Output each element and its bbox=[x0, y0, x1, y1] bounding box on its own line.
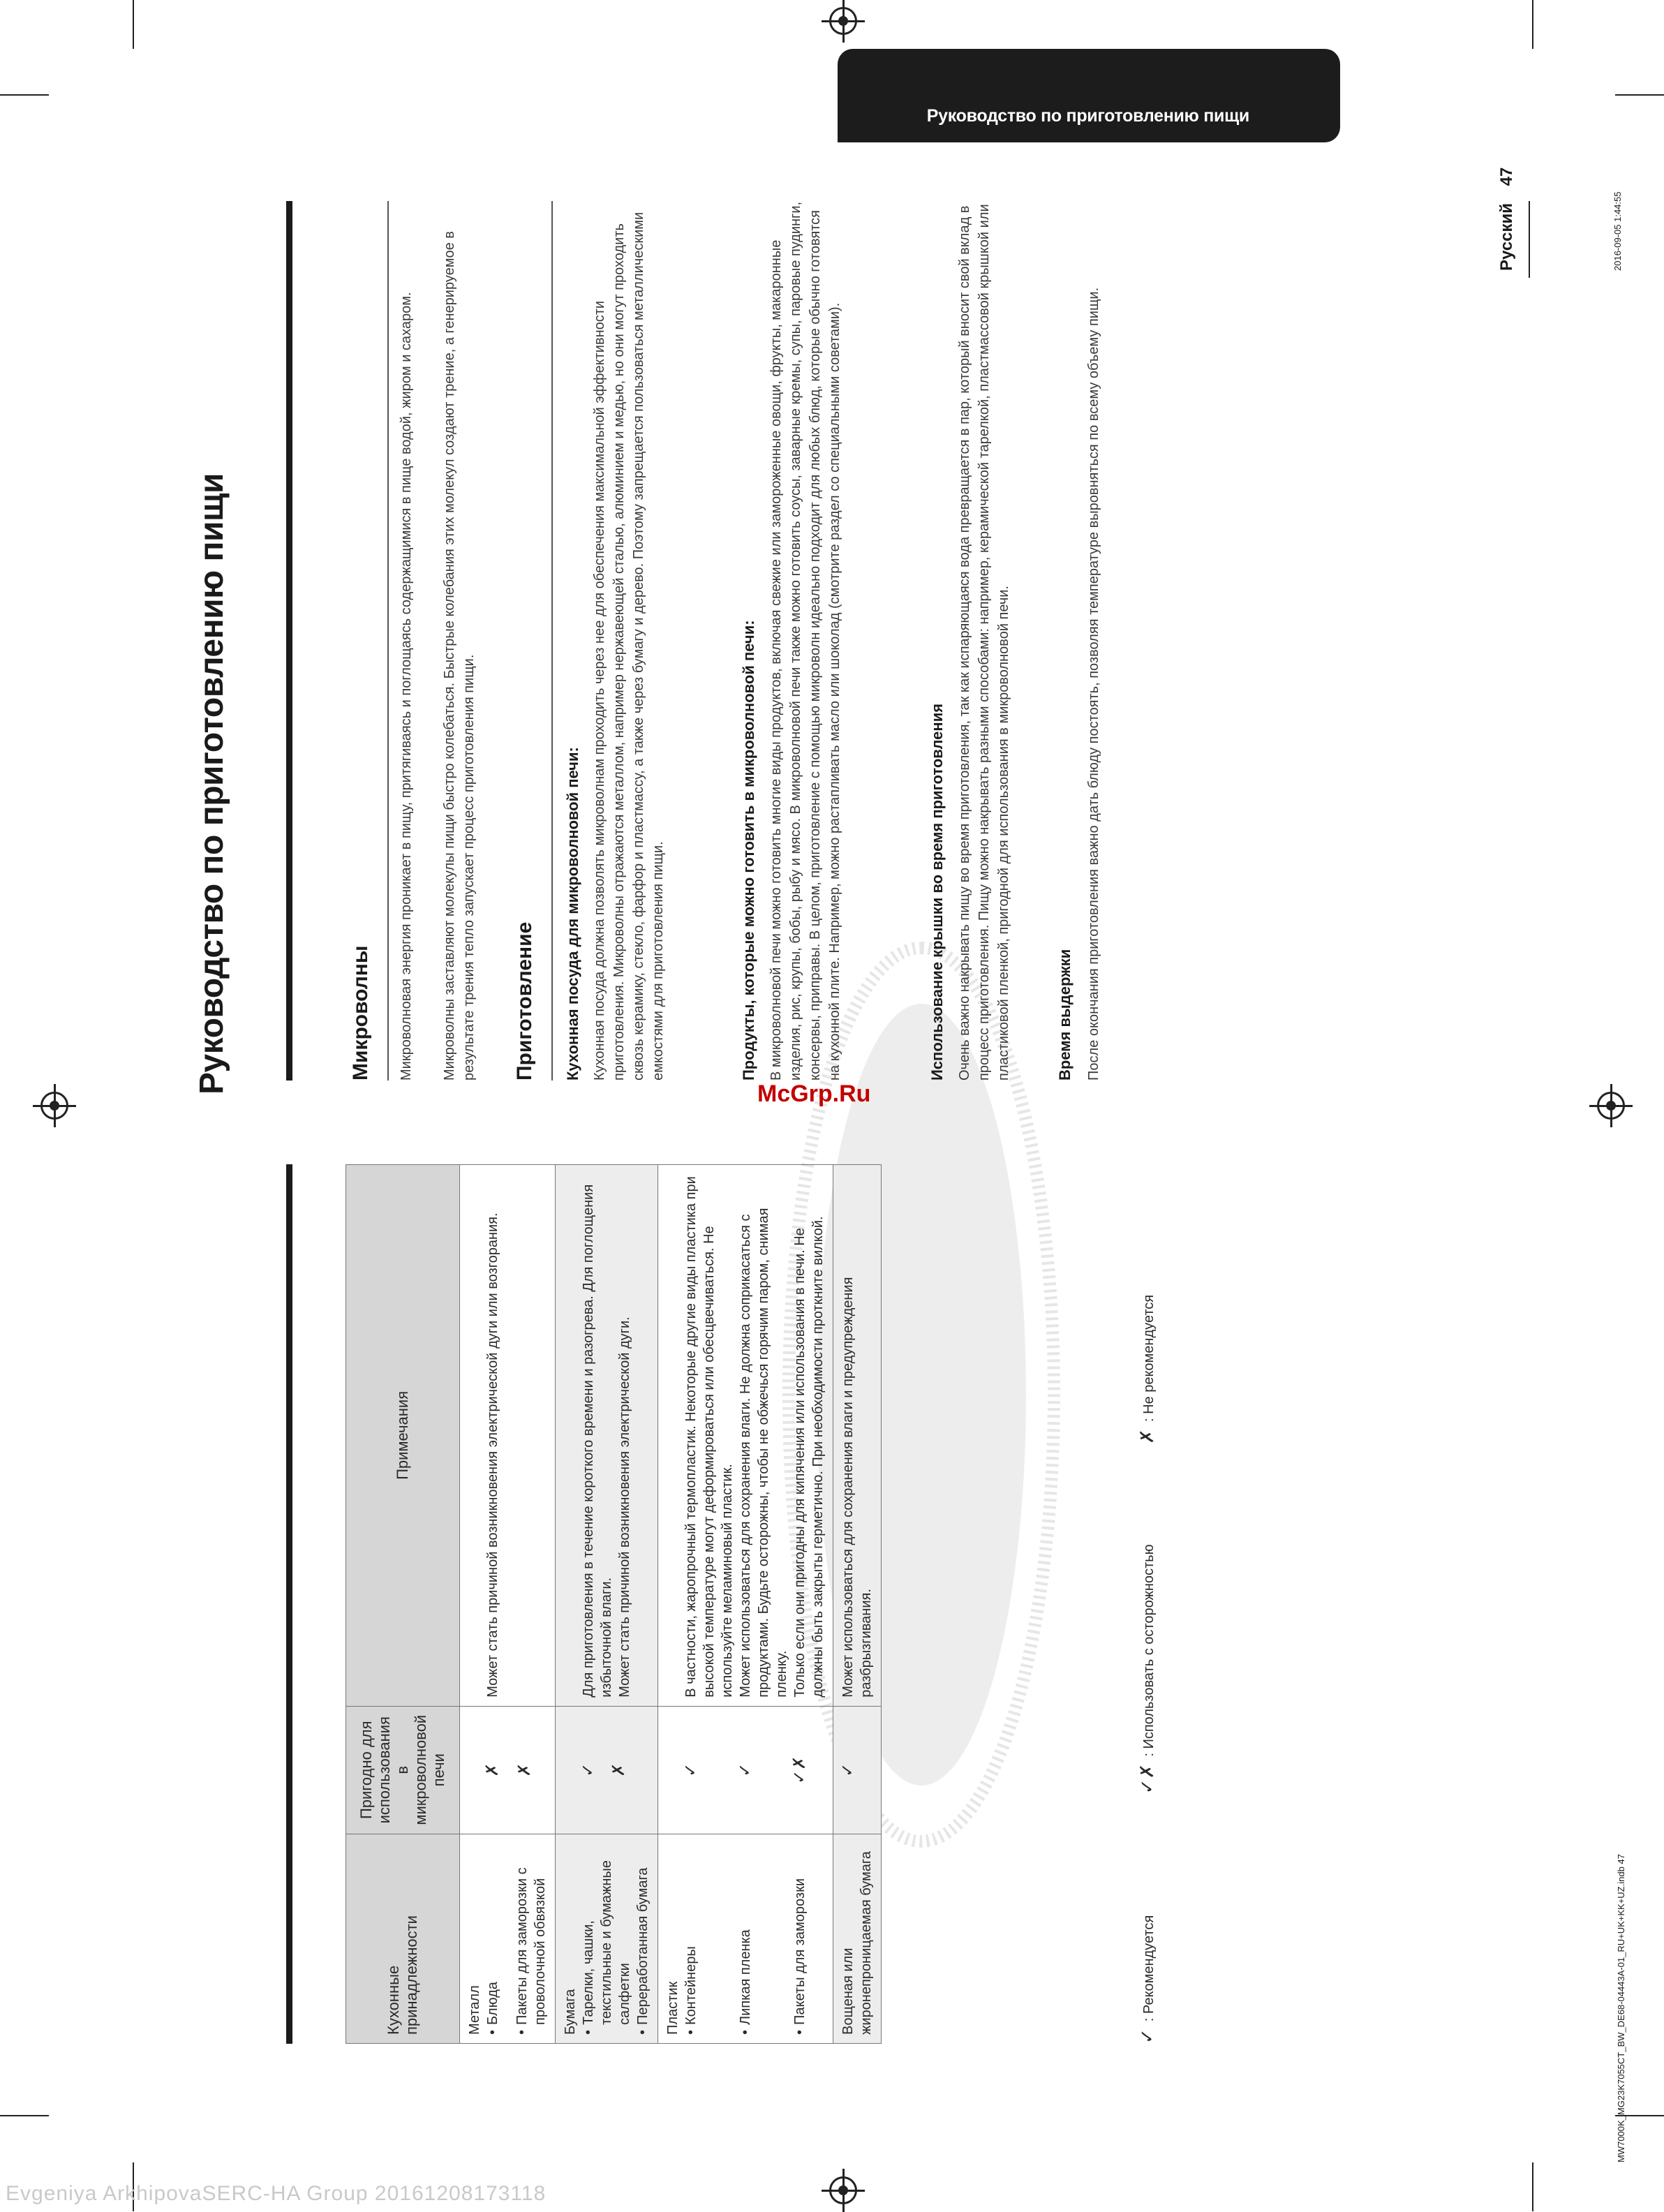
item-label: • Контейнеры bbox=[682, 1843, 700, 2035]
table-row bbox=[833, 1165, 882, 2044]
not-recommended-label: : Не рекомендуется bbox=[1141, 1294, 1157, 1423]
caution-label: : Использовать с осторожностью bbox=[1141, 1544, 1157, 1757]
section-title-cooking: Приготовление bbox=[513, 921, 536, 1081]
header-notes: Примечания bbox=[346, 1165, 460, 1707]
page-number-rule bbox=[1529, 201, 1530, 278]
suitability-mark: ✓ bbox=[681, 1762, 700, 1777]
category-label: Бумага bbox=[563, 1989, 578, 2035]
suitability-mark: ✓✗ bbox=[790, 1756, 809, 1784]
header-item: Кухонные принадлежности bbox=[346, 1834, 460, 2043]
item-label: • Пакеты для заморозки bbox=[791, 1843, 809, 2035]
item-label: • Пакеты для заморозки с проволочной обвязкой bbox=[513, 1843, 549, 2035]
not-recommended-mark: ✗ bbox=[1136, 1429, 1157, 1444]
section-rule bbox=[551, 201, 553, 1081]
title-rule bbox=[286, 201, 292, 1081]
site-logo: McGrp.Ru bbox=[757, 1081, 871, 1107]
page-language: Русский bbox=[1497, 203, 1516, 271]
page-number bbox=[1497, 168, 1517, 271]
suitability-mark: ✗ bbox=[515, 1762, 534, 1777]
note-text: Для приготовления в течение короткого времени и разогрева. Для поглощения избыточной влаги. bbox=[581, 1184, 614, 1698]
note-text: Может стать причиной возникновения электрической дуги. bbox=[617, 1316, 632, 1698]
header-suitable: Пригодно для использования в микроволновой печи bbox=[346, 1706, 460, 1834]
suitability-mark: ✗ bbox=[609, 1762, 628, 1777]
item-label: • Липкая пленка bbox=[736, 1843, 755, 2035]
paragraph-microwaves-2: Микроволны заставляют молекулы пищи быстро колебаться. Быстрые колебания этих молекул создают трение, а генерируемое в результате трения тепло запускает процесс приготовления пищи. bbox=[442, 231, 477, 1081]
recommended-mark: ✓ bbox=[1136, 2028, 1157, 2044]
cookware-table bbox=[346, 1164, 882, 2044]
recommended-label: : Рекомендуется bbox=[1141, 1915, 1157, 2022]
table-row bbox=[658, 1165, 833, 2044]
suitability-mark: ✓ bbox=[579, 1762, 597, 1777]
category-label: Металл bbox=[467, 1985, 482, 2035]
paragraph-foods: В микроволновой печи можно готовить многие виды продуктов, включая свежие или замороженные овощи, фрукты, макаронные изделия, рис, крупы, бобы, рыбу и мясо. В микроволновой печи также можно готовить соусы, заварные кремы, супы, паровые пудинги, консервы, приправы. В целом, приготовление с помощью микроволн идеально подходит для любых блюд, которые обычно готовятся на кухонной плите. Например, можно растапливать масло или шоколад (смотрите раздел со специальными советами). bbox=[768, 201, 842, 1081]
header-tab-label: Руководство по приготовлению пищи bbox=[926, 106, 1249, 126]
item-label: • Блюда bbox=[484, 1843, 502, 2035]
table-row bbox=[556, 1165, 658, 2044]
subhead-foods: Продукты, которые можно готовить в микроволновой печи: bbox=[740, 620, 757, 1081]
page-title: Руководство по приготовлению пищи bbox=[193, 473, 230, 1094]
note-text: Может использоваться для сохранения влаги и предупреждения разбрызгивания. bbox=[840, 1277, 874, 1698]
section-rule bbox=[387, 201, 389, 1081]
table-row bbox=[460, 1165, 556, 2044]
page-number-value: 47 bbox=[1497, 167, 1516, 186]
subhead-standing-time: Время выдержки bbox=[1056, 949, 1074, 1081]
print-file-info: MW7000K_MG23K7055CT_BW_DE68-04443A-01_RU+UK+KK+UZ.indb 47 bbox=[1616, 1854, 1626, 2162]
paragraph-standing-time: После окончания приготовления важно дать блюду постоять, позволяя температуре выровняться по всему объему пищи. bbox=[1086, 287, 1101, 1081]
item-label: • Переработанная бумага bbox=[634, 1843, 652, 2035]
subhead-cookware: Кухонная посуда для микроволновой печи: bbox=[564, 747, 581, 1081]
table-legend bbox=[1136, 1282, 1158, 2044]
paragraph-lid: Очень важно накрывать пищу во время приготовления, так как испаряющаяся вода превращается в пар, который вносит свой вклад в процесс приготовления. Пищу можно накрывать разными способами: например, керамической тарелкой, пластмассовой крышкой или пластиковой пленкой, пригодной для использования в микроволновой печи. bbox=[957, 204, 1011, 1081]
section-title-microwaves: Микроволны bbox=[349, 945, 372, 1081]
suitability-mark: ✗ bbox=[483, 1762, 502, 1777]
suitability-mark: ✓ bbox=[736, 1762, 755, 1777]
note-text: Может стать причиной возникновения электрической дуги или возгорания. bbox=[485, 1212, 500, 1698]
item-label: Вощеная или жиронепроницаемая бумага bbox=[840, 1851, 874, 2035]
table-rule bbox=[286, 1164, 292, 2044]
paragraph-cookware: Кухонная посуда должна позволять микроволнам проходить через нее для обеспечения максимальной эффективности приготовления. Микроволны отражаются металлом, например нержавеющей сталью, алюминием и медью, но они могут проходить сквозь керамику, стекло, фарфор и пластмассу, а также через бумагу и дерево. Поэтому запрещается пользоваться металлическими емкостями для приготовления пищи. bbox=[592, 211, 666, 1081]
subhead-lid: Использование крышки во время приготовления bbox=[928, 703, 946, 1081]
caution-mark: ✓✗ bbox=[1136, 1763, 1157, 1795]
print-date: 2016-09-05 1:44:55 bbox=[1612, 191, 1623, 271]
item-label: • Тарелки, чашки, текстильные и бумажные салфетки bbox=[579, 1843, 634, 2035]
suitability-mark: ✓ bbox=[838, 1762, 857, 1777]
note-text: Только если они пригодны для кипячения или использования в печи. Не должны быть закрыты герметично. При необходимости проткните вилкой. bbox=[792, 1216, 826, 1698]
footer-watermark: Evgeniya ArkhipovaSERC-HA Group 20161208173118 bbox=[6, 2182, 547, 2205]
paragraph-microwaves-1: Микроволновая энергия проникает в пищу, притягиваясь и поглощаясь содержащимися в пище водой, жиром и сахаром. bbox=[399, 292, 414, 1081]
note-text: Может использоваться для сохранения влаги. Не должна соприкасаться с продуктами. Будьте осторожны, чтобы не обжечься горячим паром, снимая пленку. bbox=[738, 1208, 789, 1698]
note-text: В частности, жаропрочный термопластик. Некоторые другие виды пластика при высокой температуре могут деформироваться или обесцвечиваться. Не используйте меламиновый пластик. bbox=[683, 1176, 735, 1698]
category-label: Пластик bbox=[665, 1981, 681, 2035]
